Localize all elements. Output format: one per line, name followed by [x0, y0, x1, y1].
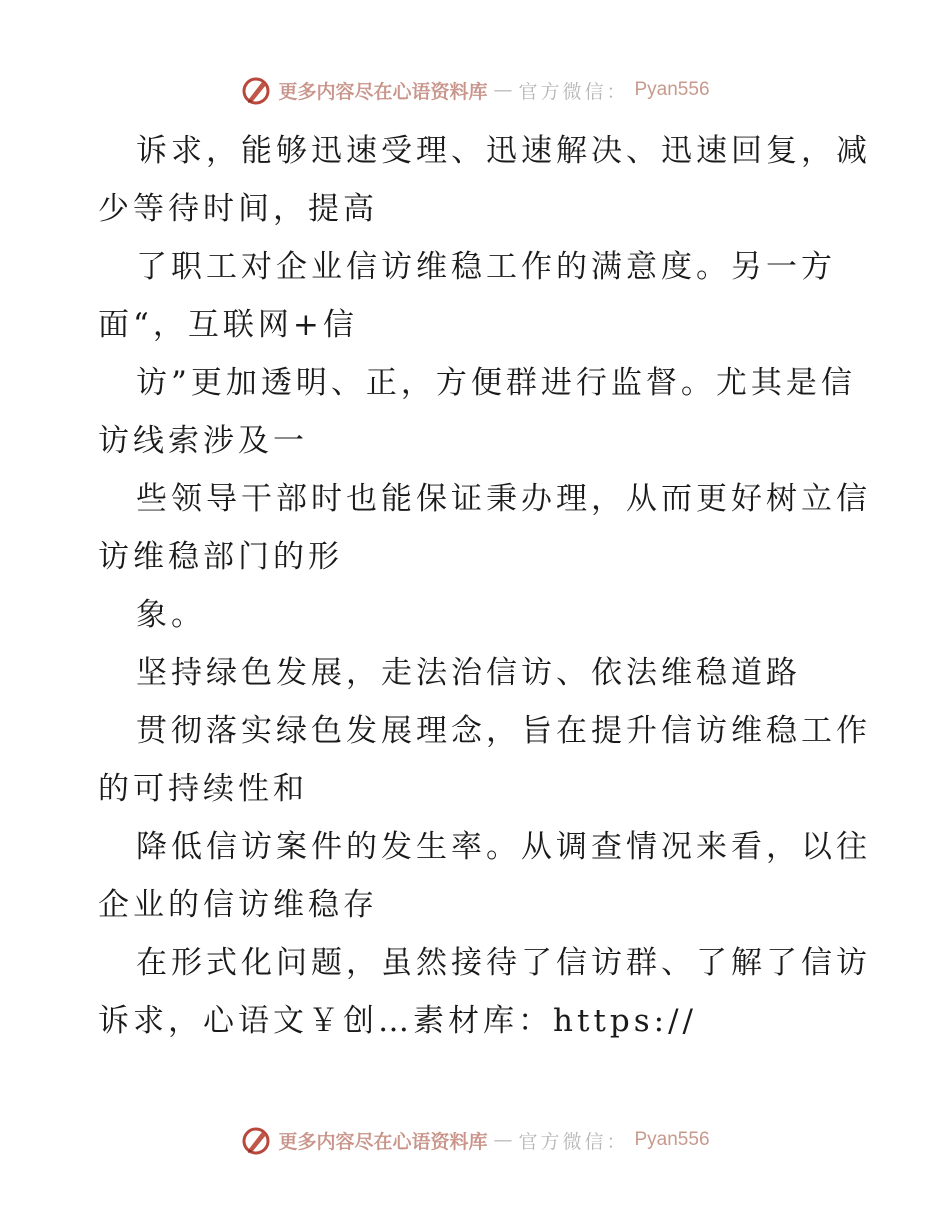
footer-banner-title: 更多内容尽在心语资料库 [278, 1130, 488, 1153]
text-line: 面“，互联网+信 [98, 307, 358, 343]
text-line: 诉求，能够迅速受理、迅速解决、迅速回复，减 [136, 133, 871, 169]
header-banner-content [240, 74, 709, 106]
pen-logo-icon [240, 74, 272, 106]
text-line: 访”更加透明、正，方便群进行监督。尤其是信 [136, 365, 856, 401]
text-line: 在形式化问题，虽然接待了信访群、了解了信访 [136, 945, 871, 981]
footer-banner-wechat-id: Pyan556 [634, 1129, 710, 1150]
text-line: 访线索涉及一 [98, 423, 308, 459]
footer-banner-separator: — [493, 1129, 513, 1151]
pen-logo-icon [240, 1124, 272, 1156]
text-line: 了职工对企业信访维稳工作的满意度。另一方 [136, 249, 836, 285]
footer-banner [0, 1120, 950, 1160]
footer-banner-wechat-label: 官方微信： [518, 1130, 629, 1153]
header-banner-title: 更多内容尽在心语资料库 [278, 80, 488, 103]
text-line: 访维稳部门的形 [98, 539, 343, 575]
text-line: 企业的信访维稳存 [98, 887, 378, 923]
text-line: 少等待时间，提高 [98, 191, 378, 227]
document-body [98, 122, 871, 1050]
text-line: 贯彻落实绿色发展理念，旨在提升信访维稳工作 [136, 713, 871, 749]
header-banner-separator: — [493, 79, 513, 101]
text-line: 降低信访案件的发生率。从调查情况来看，以往 [136, 829, 871, 865]
text-line: 坚持绿色发展，走法治信访、依法维稳道路 [136, 655, 801, 691]
header-banner-wechat-id: Pyan556 [634, 79, 710, 100]
text-line: 些领导干部时也能保证秉办理，从而更好树立信 [136, 481, 871, 517]
footer-banner-content [240, 1124, 709, 1156]
text-line: 诉求，心语文￥创…素材库：https:// [98, 1003, 697, 1039]
text-line: 象。 [136, 597, 206, 633]
header-banner [0, 70, 950, 110]
text-line: 的可持续性和 [98, 771, 308, 807]
header-banner-wechat-label: 官方微信： [518, 80, 629, 103]
